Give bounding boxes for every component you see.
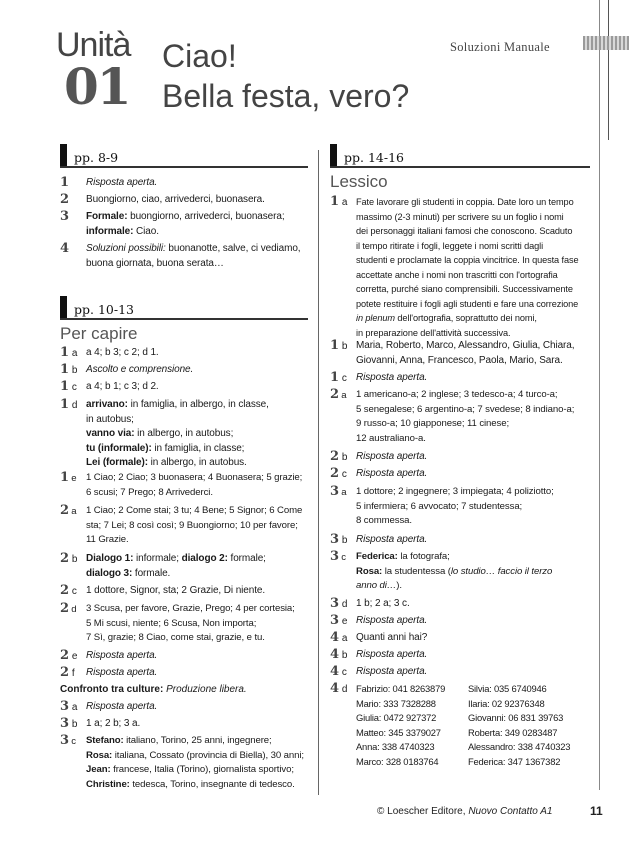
column-divider [318,150,319,795]
exercise-2e: 2 e Risposta aperta. [60,648,158,663]
section-heading-pp-10-13 [60,302,308,320]
phone-entry: Giovanni: 06 831 39763 [468,712,564,723]
page-title-line-2: Bella festa, vero? [162,78,410,114]
exercise-3a-right: 3 a 1 dottore; 2 ingegnere; 3 impiegata; 4 poliziotto; 5 infermiera; 6 avvocato; 7 studentessa; 8 commessa. [330,484,554,526]
unit-word: Unità [56,26,131,64]
exercise-3e-right: 3 e Risposta aperta. [330,613,428,628]
exercise-2: 2 Buongiorno, ciao, arrivederci, buonasera. [60,192,265,207]
section-marker [60,296,67,320]
footer-credit: © Loescher Editore, Nuovo Contatto A1 [377,806,553,817]
exercise-3d-right: 3 d 1 b; 2 a; 3 c. [330,596,410,611]
phone-entry: Alessandro: 338 4740323 [468,741,571,752]
exercise-1d: 1 d arrivano: in famiglia, in albergo, in classe, in autobus; vanno via: in albergo, in autobus; tu (informale): in famiglia, in classe; Lei (formale): in albergo, in autobus. [60,397,269,468]
exercise-3a: 3 a Risposta aperta. [60,699,158,714]
manual-label: Soluzioni Manuale [450,40,550,54]
phone-entry: Mario: 333 7328288 [356,697,436,709]
exercise-text: Risposta aperta. [86,177,158,188]
exercise-3c-right: 3 c Federica: la fotografa; Rosa: la studentessa (lo studio… faccio il terzo anno di…). [330,549,553,591]
header-accent-line [608,0,609,140]
exercise-4: 4 Soluzioni possibili: buonanotte, salve, ci vediamo, buona giornata, buona serata… [60,242,300,271]
page-edge-line [599,0,600,790]
page-title-line-1: Ciao! [162,38,237,74]
exercise-2a-right: 2 a 1 americano-a; 2 inglese; 3 tedesco-a; 4 turco-a; 5 senegalese; 6 argentino-a; 7 svedese; 8 indiano-a; 9 russo-a; 10 giapponese; 11 cinese; 12 australiano-a. [330,387,575,444]
section-rule [60,166,308,168]
exercise-1b-right: 1 b Maria, Roberto, Marco, Alessandro, Giulia, Chiara, Giovanni, Anna, Francesco, Paola, Mario, Sara. [330,338,575,366]
phone-entry: Roberta: 349 0283487 [468,726,558,738]
exercise-3b-right: 3 b Risposta aperta. [330,532,428,547]
exercise-3: 3 Formale: buongiorno, arrivederci, buonasera; informale: Ciao. [60,210,285,239]
exercise-2f: 2 f Risposta aperta. [60,665,158,680]
unit-number: 01 [64,57,130,116]
section-title: pp. 8-9 [74,150,119,165]
exercise-1e: 1 e 1 Ciao; 2 Ciao; 3 buonasera; 4 Buonasera; 5 grazie; 6 scusi; 7 Prego; 8 Arrivederci. [60,470,303,498]
exercise-4a-right: 4 a Quanti anni hai? [330,630,428,645]
subsection-title-per-capire: Per capire [60,324,138,343]
section-marker [330,144,337,168]
phone-entry: Ilaria: 02 92376348 [468,697,545,709]
section-rule [330,166,590,168]
exercise-2d: 2 d 3 Scusa, per favore, Grazie, Prego; 4 per cortesia; 5 Mi scusi, niente; 6 Scusa, Non importa; 7 Sì, grazie; 8 Ciao, come stai, grazie, e tu. [60,601,295,643]
phone-entry: Federica: 347 1367382 [468,755,561,767]
exercise-1a: 1 a a 4; b 3; c 2; d 1. [60,345,159,360]
exercise-4c-right: 4 c Risposta aperta. [330,664,428,679]
phone-entry: Fabrizio: 041 8263879 [356,683,446,694]
exercise-1c-right: 1 c Risposta aperta. [330,370,428,385]
section-title: pp. 14-16 [344,150,404,165]
exercise-text: Buongiorno, ciao, arrivederci, buonasera. [86,194,265,205]
exercise-2a: 2 a 1 Ciao; 2 Come stai; 3 tu; 4 Bene; 5 Signor; 6 Come sta; 7 Lei; 8 così così; 9 Buongiorno; 10 per favore; 11 Grazie. [60,503,303,545]
exercise-2b: 2 b Dialogo 1: informale; dialogo 2: formale; dialogo 3: formale. [60,551,266,579]
phone-entry: Matteo: 345 3379027 [356,726,441,738]
phone-entry: Anna: 338 4740323 [356,741,435,752]
exercise-2c: 2 c 1 dottore, Signor, sta; 2 Grazie, Di niente. [60,583,266,598]
exercise-1 [60,176,157,191]
phone-entry: Giulia: 0472 927372 [356,712,437,723]
exercise-2c-right: 2 c Risposta aperta. [330,466,428,481]
phone-entry: Silvia: 035 6740946 [468,683,547,694]
phone-list-right [468,682,570,769]
section-heading-pp-8-9 [60,150,308,168]
exercise-1a-right: 1 a Fate lavorare gli studenti in coppia. Date loro un tempo massimo (2-3 minuti) per scrivere su un foglio i nomi dei personaggi italiani famosi che conoscono. Scaduto il tempo ritirate i fogli, leggete i nomi scritti dagli studenti e proclamate la coppia vincitrice. In questa fase accettate anche i nomi non trascritti con l'ortografia corretta, purché siano comprensibili. Successivamente potete restituire i fogli agli studenti e fare una correzione in plenum dell'ortografia, soprattutto dei nomi, in preparazione dell'attività successiva. [330,194,579,338]
phone-entry: Marco: 328 0183764 [356,755,439,767]
confronto-tra-culture: Confronto tra culture: Produzione libera. [60,684,247,695]
subsection-title-lessico: Lessico [330,172,388,191]
section-title: pp. 10-13 [74,302,134,317]
exercise-3b: 3 b 1 a; 2 b; 3 a. [60,716,141,731]
exercise-1c: 1 c a 4; b 1; c 3; d 2. [60,379,159,394]
exercise-1b: 1 b Ascolto e comprensione. [60,362,194,377]
exercise-text: Formale: buongiorno, arrivederci, buonasera; informale: Ciao. [86,211,285,237]
page-number: 11 [590,804,603,818]
section-marker [60,144,67,168]
exercise-2b-right: 2 b Risposta aperta. [330,449,428,464]
header-accent-stripe [583,36,629,50]
section-heading-pp-14-16 [330,150,590,168]
section-rule [60,318,308,320]
phone-list-left [356,682,445,769]
exercise-4b-right: 4 b Risposta aperta. [330,647,428,662]
exercise-number: 1 [60,175,70,190]
exercise-text: Soluzioni possibili: buonanotte, salve, ci vediamo, buona giornata, buona serata… [86,243,301,269]
exercise-3c: 3 c Stefano: italiano, Torino, 25 anni, ingegnere; Rosa: italiana, Cossato (provincia di Biella), 30 anni; Jean: francese, Italia (Torino), giornalista sportivo; Christine: tedesca, Torino, insegnante di tedesco. [60,733,304,790]
